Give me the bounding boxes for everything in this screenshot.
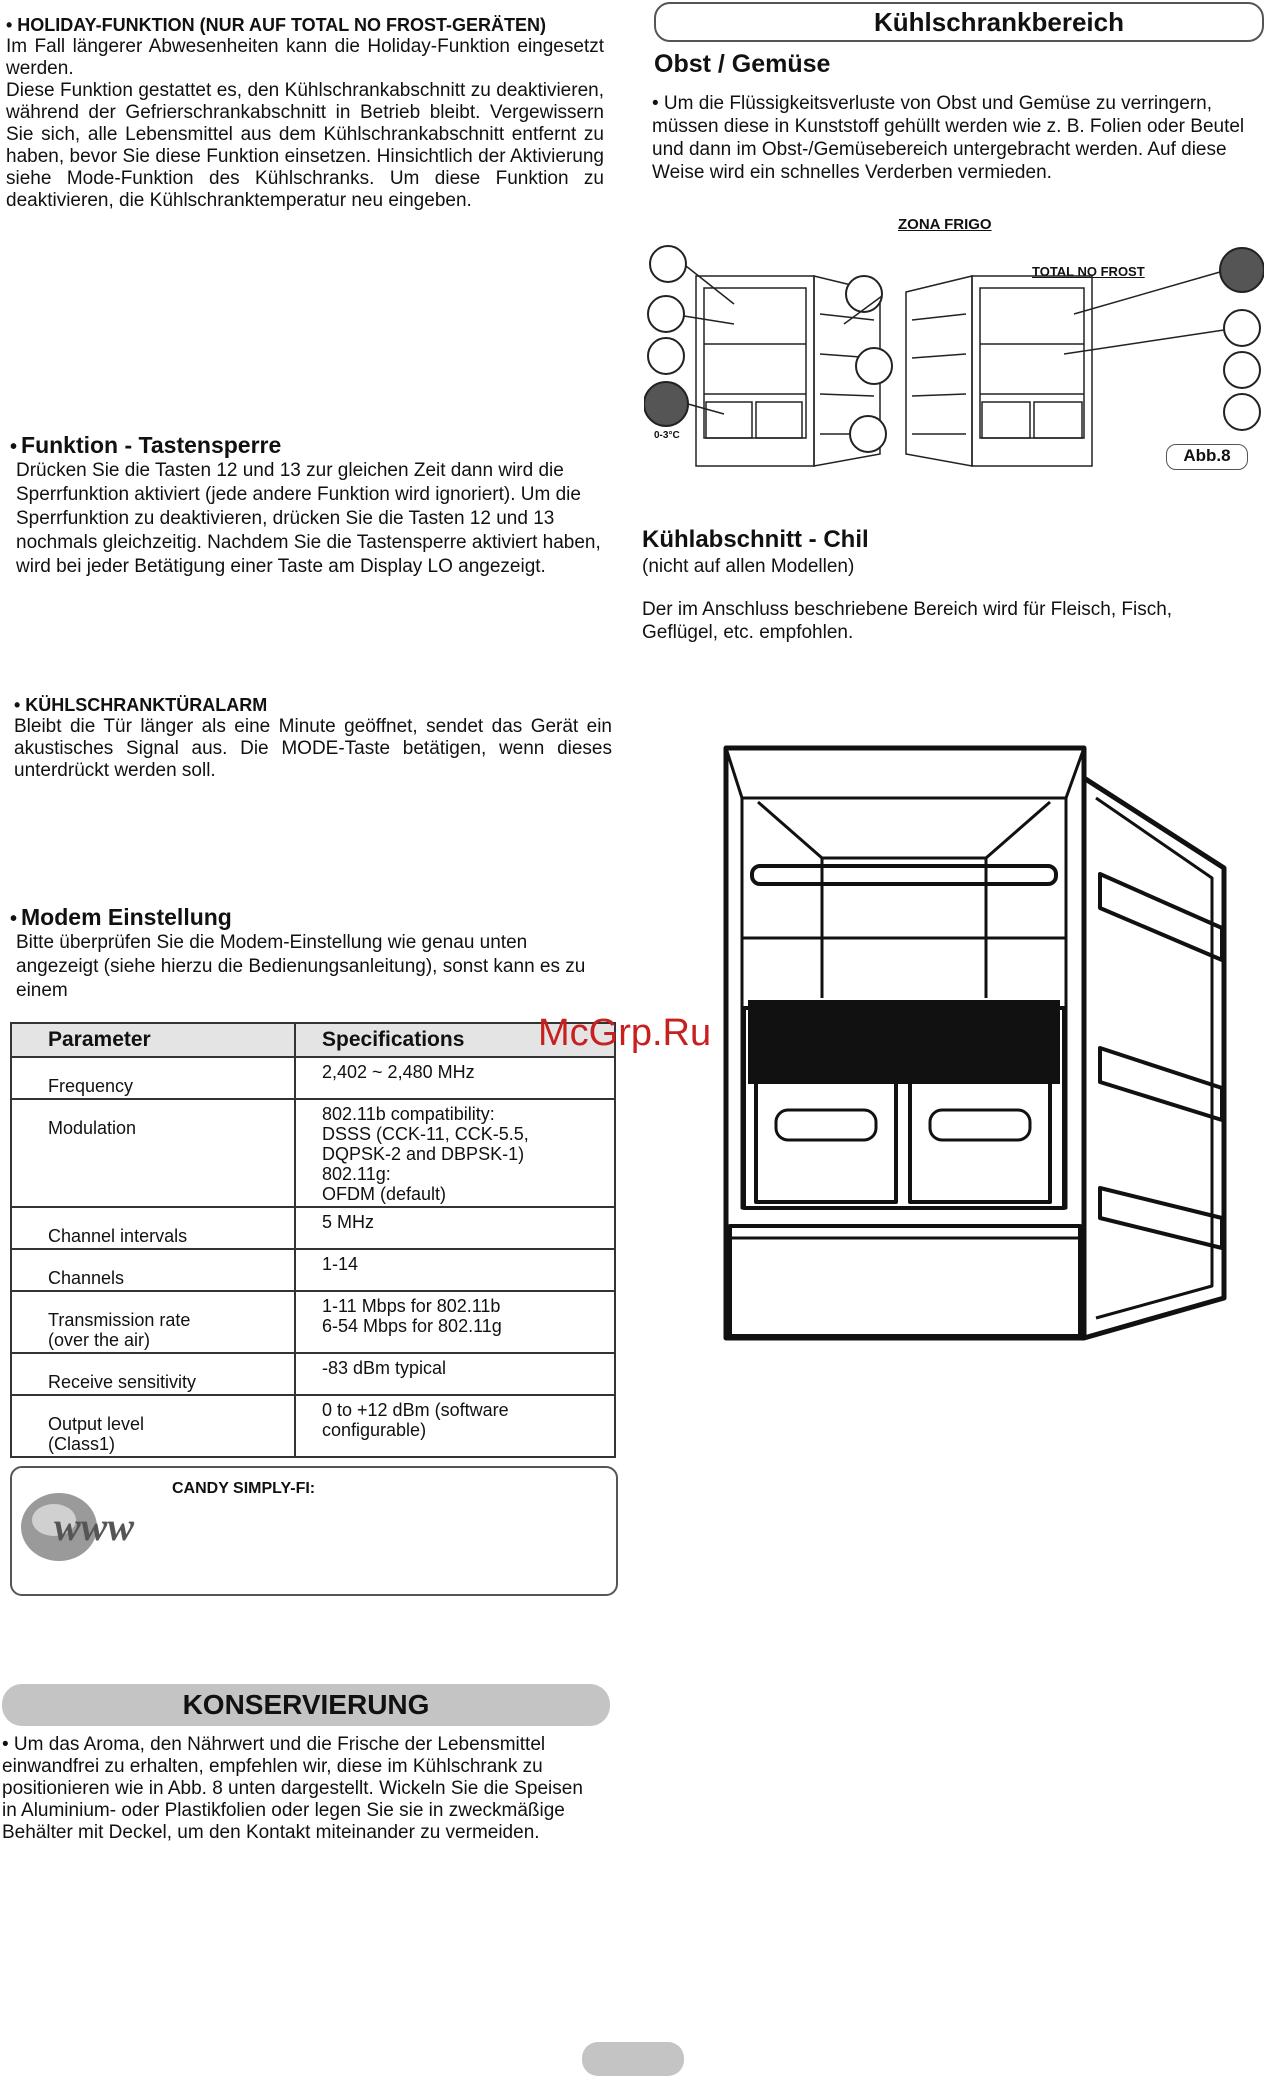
spec-value-line: 2,402 ~ 2,480 MHz — [322, 1062, 475, 1082]
fridge-zones-drawing — [644, 244, 1264, 474]
spec-value-cell — [295, 1207, 615, 1249]
door-alarm-text: Bleibt die Tür länger als eine Minute geöffnet, sendet das Gerät ein akustisches Signal aus. Die MODE-Taste betätigen, wenn dieses unterdrückt werden soll. — [14, 716, 612, 781]
bullet: • — [10, 908, 18, 930]
temp-label-left: 0-3°C — [654, 430, 680, 441]
spec-value-cell — [295, 1249, 615, 1291]
spec-table-row — [11, 1291, 615, 1353]
watermark: McGrp.Ru — [538, 1012, 712, 1054]
eggs-icon — [846, 276, 882, 312]
spec-param-cell: Transmission rate (over the air) — [11, 1291, 295, 1353]
spec-value-line: 1-14 — [322, 1254, 359, 1274]
spec-param-cell: Channel intervals — [11, 1207, 295, 1249]
spec-param-cell: Modulation — [11, 1099, 295, 1207]
door-alarm-section — [14, 694, 612, 782]
spec-value-line: -83 dBm typical — [322, 1358, 447, 1378]
spec-value-line: configurable) — [322, 1420, 427, 1440]
www-text: www — [54, 1504, 135, 1549]
spec-value-line: 1-11 Mbps for 802.11b — [322, 1296, 501, 1316]
key-lock-section — [10, 432, 610, 579]
spec-param-cell: Receive sensitivity — [11, 1353, 295, 1395]
abb8-caption: Abb.8 — [1166, 444, 1248, 470]
meat-chill-icon — [1220, 248, 1264, 292]
key-lock-text: Drücken Sie die Tasten 12 und 13 zur gleichen Zeit dann wird die Sperrfunktion aktiviert (jede andere Funktion wird ignoriert). Um die Sperrfunktion zu deaktivieren, drücken Sie die Tasten 12 und 13 nochmals gleichzeitig. Nachdem Sie die Tastensperre aktiviert haben, wird bei jeder Betätigung einer Taste am Display LO angezeigt. — [16, 460, 601, 577]
spec-table-row — [11, 1057, 615, 1099]
spec-table-row — [11, 1353, 615, 1395]
holiday-section — [6, 14, 604, 212]
modem-heading — [10, 904, 610, 931]
spec-param-cell: Output level (Class1) — [11, 1395, 295, 1457]
dairy-icon — [648, 296, 684, 332]
zona-frigo-label: ZONA FRIGO — [898, 216, 992, 233]
modem-text: Bitte überprüfen Sie die Modem-Einstellung wie genau unten angezeigt (siehe hierzu die Bedienungsanleitung), sonst kann es zu einem — [16, 932, 586, 1001]
candy-simply-fi-box — [10, 1466, 618, 1596]
spec-value-cell — [295, 1353, 615, 1395]
spec-param-cell: Frequency — [11, 1057, 295, 1099]
fish-chill-icon — [644, 382, 688, 426]
spec-table-body — [11, 1023, 615, 1457]
spec-value-cell — [295, 1099, 615, 1207]
bullet: • — [10, 436, 18, 458]
key-lock-title: Funktion - Tastensperre — [21, 432, 282, 458]
door-alarm-title: • KÜHLSCHRANKTÜRALARM — [14, 695, 268, 715]
spec-value-cell — [295, 1291, 615, 1353]
right-fridge — [906, 276, 1092, 466]
key-lock-heading — [10, 432, 610, 459]
chill-subtitle: (nicht auf allen Modellen) — [642, 556, 855, 577]
spec-value-cell — [295, 1057, 615, 1099]
chill-text: Der im Anschluss beschriebene Bereich wird für Fleisch, Fisch, Geflügel, etc. empfohlen. — [642, 599, 1173, 643]
cheese-right-icon — [1224, 394, 1260, 430]
spec-table-row — [11, 1395, 615, 1457]
holiday-title: • HOLIDAY-FUNKTION (NUR AUF TOTAL NO FROST-GERÄTEN) — [6, 15, 546, 35]
sausage-icon — [648, 338, 684, 374]
ham-icon — [1224, 310, 1260, 346]
spec-table-header — [11, 1023, 615, 1057]
bottles-icon — [856, 348, 892, 384]
butter-icon — [1224, 352, 1260, 388]
spec-value-line: OFDM (default) — [322, 1184, 447, 1204]
spec-table-row — [11, 1207, 615, 1249]
spec-value-line: DQPSK-2 and DBPSK-1) — [322, 1144, 525, 1164]
header-parameter: Parameter — [11, 1023, 295, 1057]
fridge-area-title: Kühlschrankbereich — [874, 7, 1124, 37]
page-number-tab — [582, 2042, 684, 2076]
spec-value-line: 802.11b compatibility: — [322, 1104, 495, 1124]
candy-simply-fi-label: CANDY SIMPLY-FI: — [172, 1480, 316, 1497]
chill-fridge-illustration — [712, 738, 1232, 1364]
holiday-intro: Im Fall längerer Abwesenheiten kann die Holiday-Funktion eingesetzt werden. — [6, 36, 604, 79]
fruit-veg-title: Obst / Gemüse — [654, 50, 831, 78]
spec-value-line: 0 to +12 dBm (software — [322, 1400, 509, 1420]
spec-value-line: 802.11g: — [322, 1164, 391, 1184]
total-no-frost-label: TOTAL NO FROST — [1032, 264, 1145, 279]
figure-8 — [644, 214, 1264, 484]
fruit-veg-text: • Um die Flüssigkeitsverluste von Obst und Gemüse zu verringern, müssen diese in Kunststoff gehüllt werden wie z. B. Folien oder Beutel und dann im Obst-/Gemüsebereich untergebracht werden. Auf diese Weise wird ein schnelles Verderben vermieden. — [652, 93, 1245, 183]
fridge-area-header — [654, 2, 1264, 42]
spec-table-row — [11, 1099, 615, 1207]
cheese-icon — [650, 246, 686, 282]
spec-table — [10, 1022, 616, 1458]
chill-cover — [748, 1000, 1060, 1084]
spec-value-line: 5 MHz — [322, 1212, 375, 1232]
spec-value-line: 6-54 Mbps for 802.11g — [322, 1316, 502, 1336]
konservierung-header: KONSERVIERUNG — [2, 1684, 610, 1726]
spec-param-cell: Channels — [11, 1249, 295, 1291]
spec-value-line: DSSS (CCK-11, CCK-5.5, — [322, 1124, 529, 1144]
spec-table-wrap — [10, 1022, 616, 1458]
spec-value-cell — [295, 1395, 615, 1457]
modem-section — [10, 904, 610, 1003]
konservierung-text: • Um das Aroma, den Nährwert und die Frische der Lebensmittel einwandfrei zu erhalten, empfehlen wir, diese im Kühlschrank zu positionieren wie in Abb. 8 unten dargestellt. Wickeln Sie die Speisen in Aluminium- oder Plastikfolien oder legen Sie sie in zweckmäßige Behälter mit Deckel, um den Kontakt miteinander zu vermeiden. — [2, 1734, 583, 1843]
spec-table-row — [11, 1249, 615, 1291]
chill-title: Kühlabschnitt - Chil — [642, 526, 869, 553]
modem-title: Modem Einstellung — [21, 904, 232, 930]
fruit-icon — [850, 416, 886, 452]
temp-label-right: 0-3°C — [1228, 294, 1254, 305]
holiday-body: Diese Funktion gestattet es, den Kühlschrankabschnitt zu deaktivieren, während der Gefrierschrankabschnitt in Betrieb bleibt. Vergewissern Sie sich, alle Lebensmittel aus dem Kühlschrankabschnitt entfernt zu haben, bevor Sie diese Funktion einsetzen. Hinsichtlich der Aktivierung siehe Mode-Funktion des Kühlschranks. Um diese Funktion zu deaktivieren, die Kühlschranktemperatur neu eingeben. — [6, 80, 604, 211]
header-specifications: Specifications — [295, 1023, 615, 1057]
www-globe-icon — [14, 1482, 164, 1572]
